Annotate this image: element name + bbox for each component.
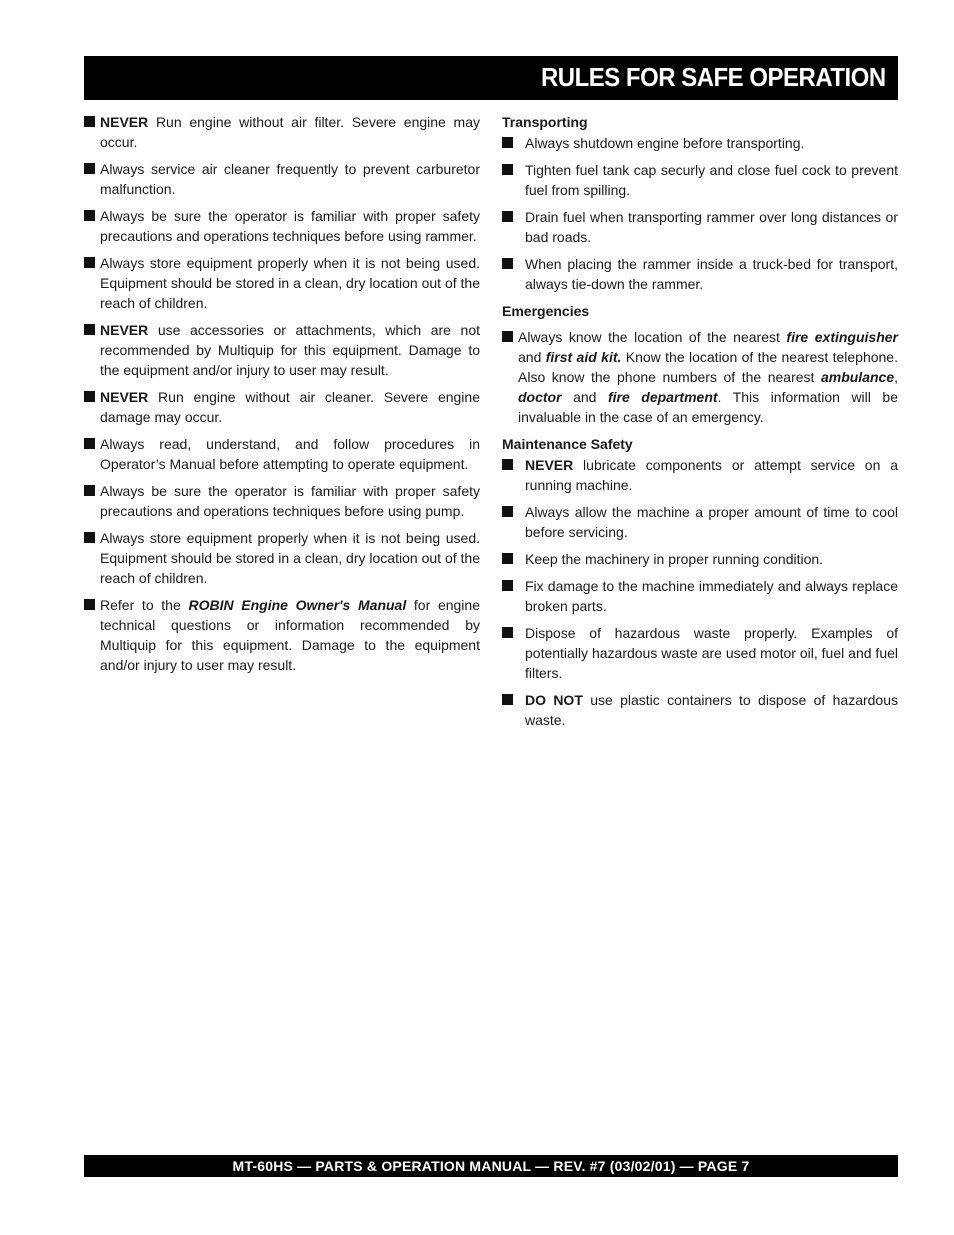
square-bullet-icon — [502, 580, 513, 591]
emphasis: fire department — [607, 389, 718, 405]
maintenance-item — [502, 502, 898, 542]
transport-item — [502, 133, 898, 153]
safety-item — [84, 434, 480, 474]
item-text: Refer to the — [100, 597, 189, 613]
square-bullet-icon — [84, 210, 95, 221]
safety-item — [84, 253, 480, 313]
safety-item — [84, 206, 480, 246]
page-footer: MT-60HS — PARTS & OPERATION MANUAL — REV. #7 (03/02/01) — PAGE 7 — [84, 1155, 898, 1177]
item-text: lubricate components or attempt service on a running machine. — [525, 457, 898, 493]
emphasis: DO NOT — [525, 692, 583, 708]
square-bullet-icon — [84, 324, 95, 335]
item-text: Always read, understand, and follow procedures in Operator’s Manual before attempting to operate equipment. — [100, 436, 480, 472]
left-column — [84, 112, 480, 682]
emphasis: NEVER — [525, 457, 574, 473]
square-bullet-icon — [502, 211, 513, 222]
maintenance-item — [502, 455, 898, 495]
item-text: Run engine without air cleaner. Severe engine damage may occur. — [100, 389, 480, 425]
square-bullet-icon — [84, 257, 95, 268]
item-text: Always allow the machine a proper amount of time to cool before servicing. — [525, 504, 898, 540]
square-bullet-icon — [502, 137, 513, 148]
square-bullet-icon — [84, 391, 95, 402]
item-text: Run engine without air filter. Severe engine may occur. — [100, 114, 480, 150]
emphasis: first aid kit. — [545, 349, 622, 365]
page-header — [84, 56, 898, 100]
item-text: When placing the rammer inside a truck-bed for transport, always tie-down the rammer. — [525, 256, 898, 292]
safety-item — [84, 595, 480, 675]
transport-item — [502, 207, 898, 247]
square-bullet-icon — [84, 532, 95, 543]
square-bullet-icon — [502, 506, 513, 517]
item-text: use accessories or attachments, which are not recommended by Multiquip for this equipment. Damage to the equipment and/or injury to user may result. — [100, 322, 480, 378]
section-heading-maintenance: Maintenance Safety — [502, 436, 633, 452]
square-bullet-icon — [502, 331, 513, 342]
emergency-item — [502, 327, 898, 427]
square-bullet-icon — [502, 164, 513, 175]
item-text: , — [894, 369, 898, 385]
section-heading-emergencies: Emergencies — [502, 303, 590, 319]
item-text: Know the location of the nearest telephone. Also know the phone numbers of the nearest — [518, 349, 898, 385]
item-text: Fix damage to the machine immediately and always replace broken parts. — [525, 578, 898, 614]
emphasis: NEVER — [100, 322, 149, 338]
square-bullet-icon — [84, 485, 95, 496]
item-text: Always shutdown engine before transporting. — [525, 135, 805, 151]
manual-reference: ROBIN Engine Owner's Manual — [188, 597, 407, 613]
safety-item — [84, 112, 480, 152]
item-text: Drain fuel when transporting rammer over long distances or bad roads. — [525, 209, 898, 245]
safety-item — [84, 481, 480, 521]
item-text: Always know the location of the nearest — [518, 329, 787, 345]
square-bullet-icon — [502, 459, 513, 470]
transport-item — [502, 160, 898, 200]
square-bullet-icon — [502, 627, 513, 638]
square-bullet-icon — [84, 163, 95, 174]
maintenance-item — [502, 549, 898, 569]
transport-item — [502, 254, 898, 294]
square-bullet-icon — [502, 694, 513, 705]
item-text: Always store equipment properly when it is not being used. Equipment should be stored in a clean, dry location out of the reach of children. — [100, 255, 480, 311]
safety-item — [84, 387, 480, 427]
square-bullet-icon — [502, 553, 513, 564]
item-text: and — [518, 349, 546, 365]
maintenance-item — [502, 623, 898, 683]
item-text: Always be sure the operator is familiar with proper safety precautions and operations techniques before using pump. — [100, 483, 480, 519]
item-text: use plastic containers to dispose of hazardous waste. — [525, 692, 898, 728]
square-bullet-icon — [502, 258, 513, 269]
item-text: Always service air cleaner frequently to prevent carburetor malfunction. — [100, 161, 480, 197]
emphasis: NEVER — [100, 389, 149, 405]
item-text: . This information will be invaluable in the case of an emergency. — [518, 389, 898, 425]
item-text: and — [561, 389, 608, 405]
emphasis: doctor — [518, 389, 562, 405]
safety-item — [84, 320, 480, 380]
item-text: for engine technical questions or information recommended by Multiquip for this equipment. Damage to the equipment and/or injury to user may result. — [100, 597, 480, 673]
maintenance-item — [502, 690, 898, 730]
safety-item — [84, 528, 480, 588]
maintenance-item — [502, 576, 898, 616]
page-title: RULES FOR SAFE OPERATION — [541, 62, 886, 92]
right-column — [502, 112, 898, 737]
safety-item — [84, 159, 480, 199]
item-text: Keep the machinery in proper running condition. — [525, 551, 824, 567]
item-text: Dispose of hazardous waste properly. Examples of potentially hazardous waste are used motor oil, fuel and fuel filters. — [525, 625, 898, 681]
item-text: Always store equipment properly when it is not being used. Equipment should be stored in a clean, dry location out of the reach of children. — [100, 530, 480, 586]
item-text: Tighten fuel tank cap securly and close fuel cock to prevent fuel from spilling. — [525, 162, 898, 198]
square-bullet-icon — [84, 116, 95, 127]
square-bullet-icon — [84, 599, 95, 610]
emphasis: fire extinguisher — [786, 329, 898, 345]
item-text: Always be sure the operator is familiar with proper safety precautions and operations techniques before using rammer. — [100, 208, 480, 244]
emphasis: ambulance — [820, 369, 895, 385]
section-heading-transporting: Transporting — [502, 114, 588, 130]
emphasis: NEVER — [100, 114, 149, 130]
square-bullet-icon — [84, 438, 95, 449]
